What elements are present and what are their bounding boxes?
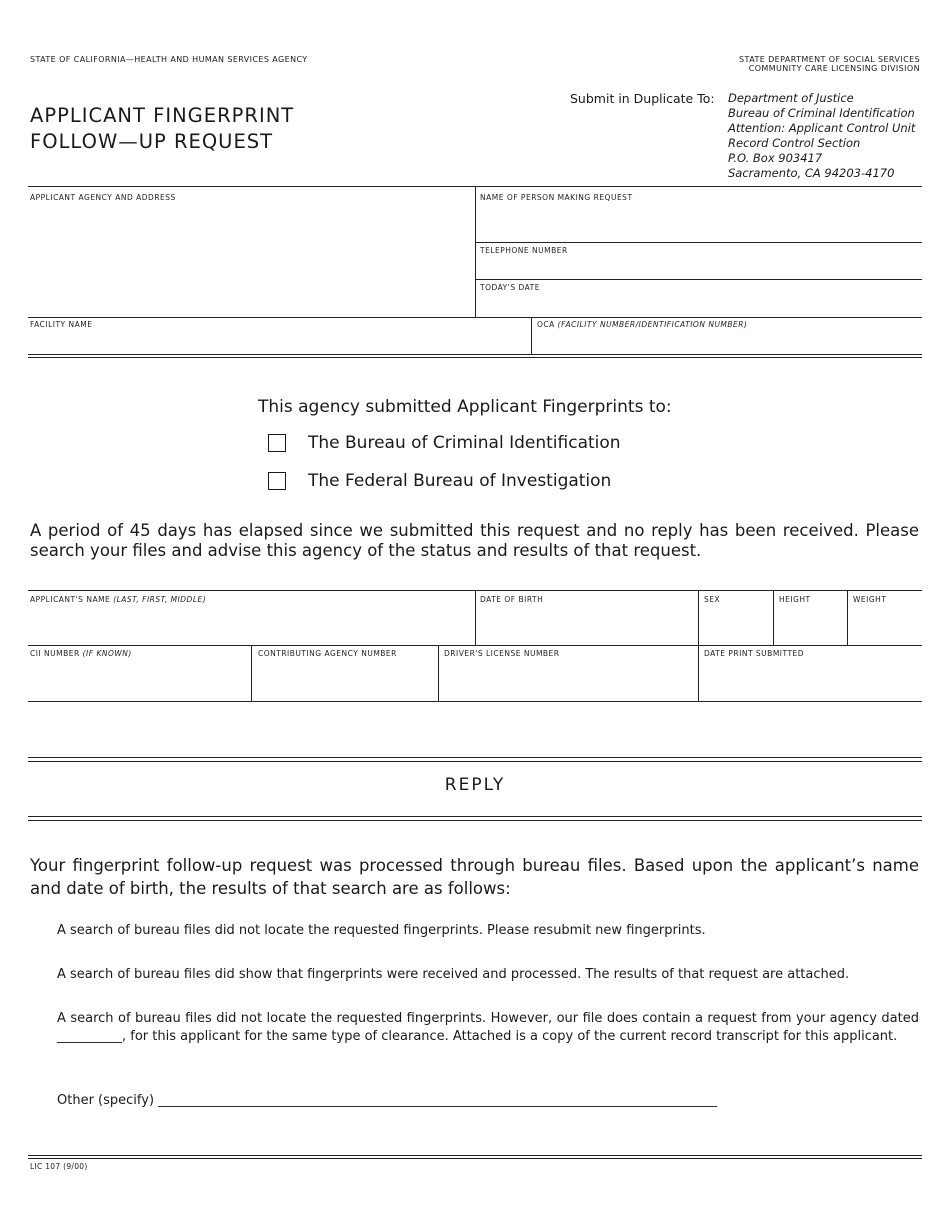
applicant-name-label-note: (LAST, FIRST, MIDDLE)	[113, 595, 207, 604]
fbi-checkbox[interactable]	[268, 472, 286, 490]
person-name-label: NAME OF PERSON MAKING REQUEST	[480, 193, 633, 202]
agency-address-label: APPLICANT AGENCY AND ADDRESS	[30, 193, 176, 202]
drivers-license-label: DRIVER'S LICENSE NUMBER	[444, 649, 560, 658]
reply-option-resubmit: A search of bureau files did not locate the requested fingerprints. Please resubmit new fingerprints.	[57, 923, 706, 938]
divider	[28, 816, 922, 817]
bci-label: The Bureau of Criminal Identification	[308, 433, 621, 453]
sex-label: SEX	[704, 595, 721, 604]
option-fbi	[268, 471, 611, 491]
cii-label-note: (IF KNOWN)	[82, 649, 132, 658]
address-line: Department of Justice	[728, 91, 854, 105]
todays-date-field[interactable]	[476, 280, 922, 317]
reply-heading: REPLY	[444, 775, 506, 795]
fbi-label: The Federal Bureau of Investigation	[308, 471, 612, 491]
address-line: Sacramento, CA 94203-4170	[728, 166, 895, 180]
form-title-line-2: FOLLOW—UP REQUEST	[30, 130, 274, 153]
divider	[28, 354, 922, 355]
agency-address-field[interactable]	[28, 187, 475, 317]
submitted-intro: This agency submitted Applicant Fingerprints to:	[258, 397, 672, 417]
reply-intro: Your fingerprint follow-up request was processed through bureau files. Based upon the applicant’s name and date of birth, the results of that search are as follows:	[30, 856, 919, 898]
agency-right-label-1: STATE DEPARTMENT OF SOCIAL SERVICES	[739, 55, 920, 64]
dob-label: DATE OF BIRTH	[480, 595, 544, 604]
form-title-line-1: APPLICANT FINGERPRINT	[30, 104, 295, 127]
telephone-label: TELEPHONE NUMBER	[480, 246, 568, 255]
reply-option-processed: A search of bureau files did show that fingerprints were received and processed. The results of that request are attached.	[57, 967, 850, 982]
bci-checkbox[interactable]	[268, 434, 286, 452]
cii-number-label	[30, 649, 132, 658]
reply-option-other[interactable]: Other (specify) ______________________________________________________________________________________	[57, 1093, 718, 1108]
submit-label: Submit in Duplicate To:	[570, 91, 715, 106]
reply-option-existing-request: A search of bureau files did not locate the requested fingerprints. However, our file does contain a request from your agency dated __________, for this applicant for the same type of clearance. Attached is a copy of the current record transcript for this applicant.	[57, 1011, 919, 1044]
form-id: LIC 107 (9/00)	[30, 1162, 88, 1171]
divider	[28, 357, 922, 358]
submit-address	[728, 91, 915, 181]
address-line: Bureau of Criminal Identification	[728, 106, 915, 120]
applicant-name-label-text: APPLICANT'S NAME	[30, 595, 114, 604]
facility-name-field[interactable]	[28, 318, 531, 354]
cii-label-text: CII NUMBER	[30, 649, 83, 658]
divider	[28, 757, 922, 758]
address-line: P.O. Box 903417	[728, 151, 823, 165]
oca-label	[537, 320, 747, 329]
date-print-label: DATE PRINT SUBMITTED	[704, 649, 805, 658]
weight-label: WEIGHT	[853, 595, 887, 604]
contributing-agency-label: CONTRIBUTING AGENCY NUMBER	[258, 649, 397, 658]
address-line: Record Control Section	[728, 136, 861, 150]
applicant-name-label	[30, 595, 206, 604]
todays-date-label: TODAY'S DATE	[480, 283, 540, 292]
address-line: Attention: Applicant Control Unit	[728, 121, 916, 135]
divider	[28, 1158, 922, 1159]
agency-left-label: STATE OF CALIFORNIA—HEALTH AND HUMAN SERVICES AGENCY	[30, 55, 308, 64]
divider	[28, 701, 922, 702]
period-paragraph: A period of 45 days has elapsed since we submitted this request and no reply has been received. Please search your files and advise this agency of the status and results of that request.	[30, 521, 919, 560]
agency-right-label-2: COMMUNITY CARE LICENSING DIVISION	[748, 64, 920, 73]
divider	[28, 761, 922, 762]
divider	[28, 1155, 922, 1156]
oca-label-note: (FACILITY NUMBER/IDENTIFICATION NUMBER)	[557, 320, 748, 329]
height-label: HEIGHT	[779, 595, 811, 604]
divider	[28, 820, 922, 821]
option-bci	[268, 433, 621, 453]
facility-name-label: FACILITY NAME	[30, 320, 93, 329]
oca-label-text: OCA	[537, 320, 558, 329]
